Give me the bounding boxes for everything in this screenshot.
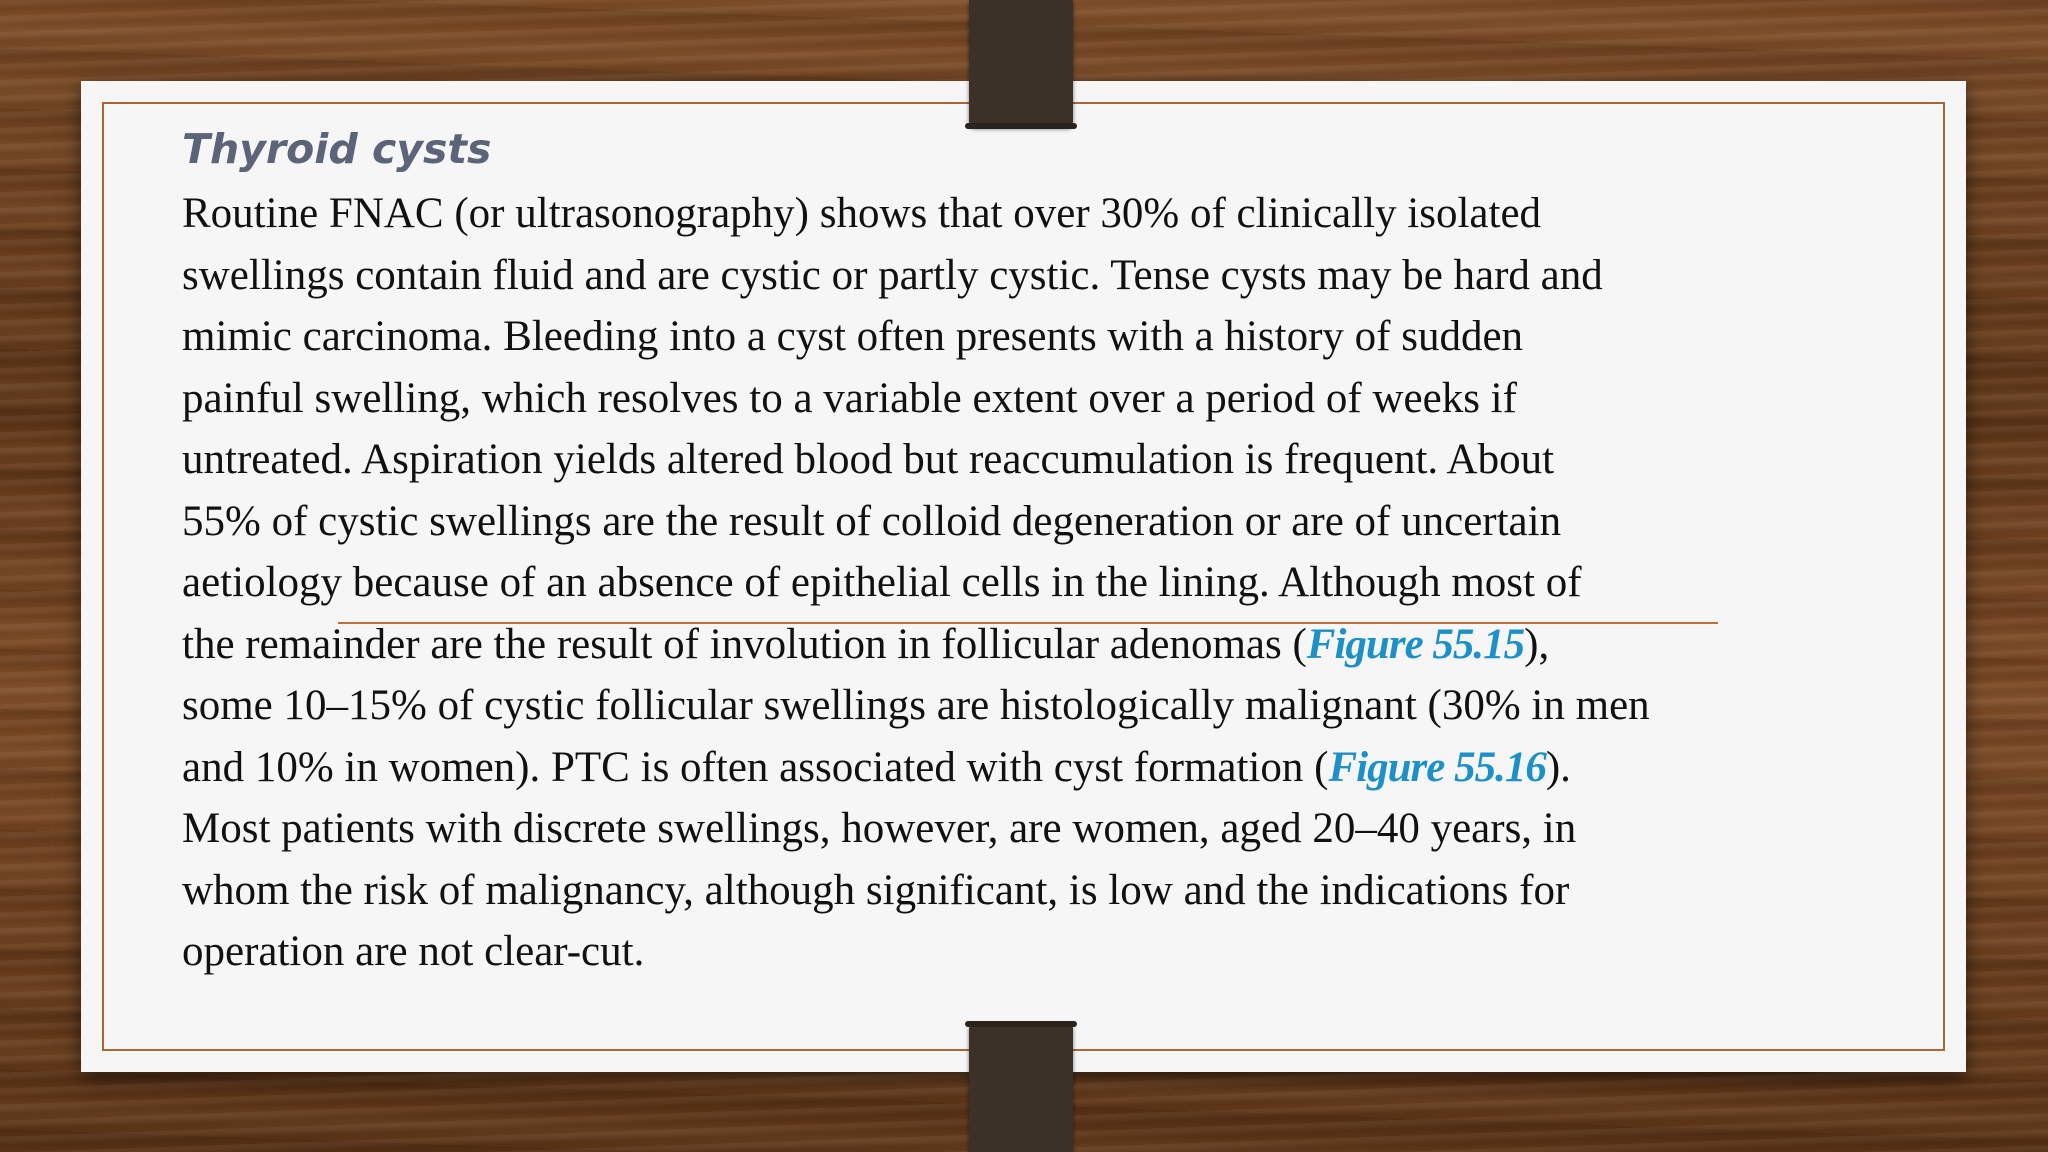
body-line-2: swellings contain fluid and are cystic or partly cystic. Tense cysts may be hard and (182, 251, 1603, 299)
body-line-1: Routine FNAC (or ultrasonography) shows that over 30% of clinically isolated (182, 190, 1542, 237)
figure-55-16-link[interactable]: Figure 55.16 (1328, 743, 1546, 791)
body-line-10-after: ). (1545, 743, 1571, 791)
body-line-8-before: the remainder are the result of involution in follicular adenomas ( (182, 620, 1307, 668)
bottom-clip (969, 1023, 1073, 1152)
body-line-11: Most patients with discrete swellings, however, are women, aged 20–40 years, in (182, 805, 1577, 852)
top-clip (969, 0, 1073, 127)
body-line-10-before: and 10% in women). PTC is often associated with cyst formation ( (182, 743, 1329, 791)
body-line-10 (182, 737, 1872, 799)
body-line-9: some 10–15% of cystic follicular swellings are histologically malignant (30% in men (182, 682, 1650, 729)
body-line-8-after: ), (1524, 620, 1550, 668)
body-line-3: mimic carcinoma. Bleeding into a cyst often presents with a history of sudden (182, 313, 1524, 360)
body-line-8 (182, 614, 1872, 676)
body-line-7: aetiology because of an absence of epithelial cells in the lining. Although most of (182, 559, 1582, 606)
body-line-5: untreated. Aspiration yields altered blood but reaccumulation is frequent. About (182, 436, 1555, 483)
body-line-13: operation are not clear-cut. (182, 928, 645, 975)
body-line-12: whom the risk of malignancy, although significant, is low and the indications for (182, 866, 1570, 914)
slide-title: Thyroid cysts (182, 125, 492, 173)
figure-55-15-link[interactable]: Figure 55.15 (1306, 620, 1525, 668)
body-line-6: 55% of cystic swellings are the result of colloid degeneration or are of uncertain (182, 497, 1562, 545)
body-line-4: painful swelling, which resolves to a variable extent over a period of weeks if (182, 374, 1517, 422)
slide-body (182, 183, 1872, 983)
